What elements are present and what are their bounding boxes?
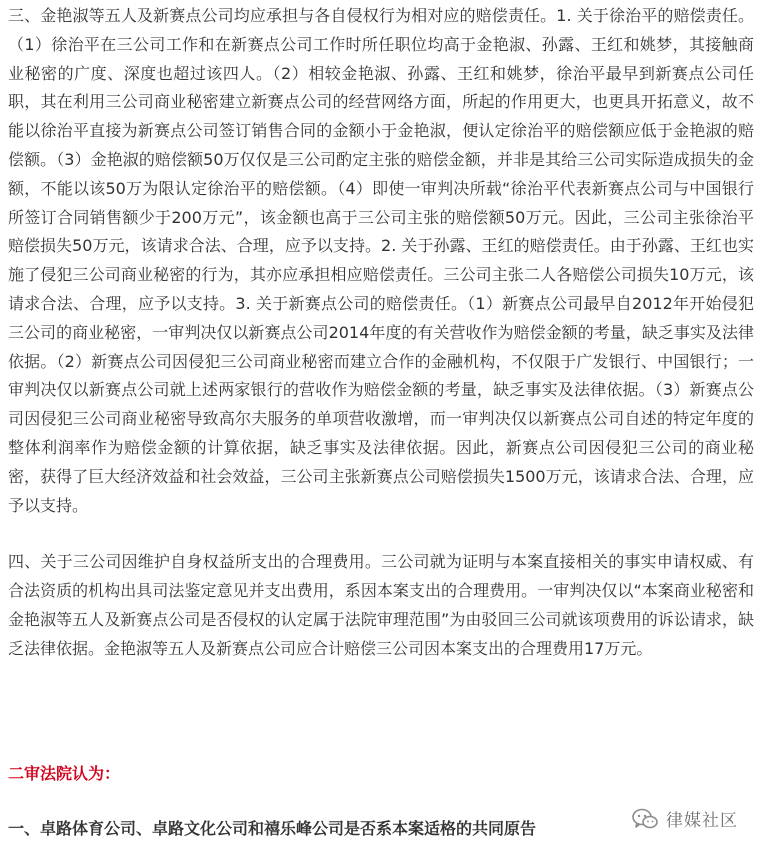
paragraph-section-three: 三、金艳淑等五人及新赛点公司均应承担与各自侵权行为相对应的赔偿责任。1. 关于徐治平的赔偿责任。（1）徐治平在三公司工作和在新赛点公司工作时所任职位均高于金艳淑、孙露、王红和姚梦，其接触商业秘密的广度、深度也超过该四人。（2）相较金艳淑、孙露、王红和姚梦，徐治平最早到新赛点公司任职，其在利用三公司商业秘密建立新赛点公司的经营网络方面，所起的作用更大，也更具开拓意义，故不能以徐治平直接为新赛点公司签订销售合同的金额小于金艳淑，便认定徐治平的赔偿额应低于金艳淑的赔偿额。（3）金艳淑的赔偿额50万仅仅是三公司酌定主张的赔偿金额，并非是其给三公司实际造成损失的金额，不能以该50万为限认定徐治平的赔偿额。（4）即使一审判决所载“徐治平代表新赛点公司与中国银行所签订合同销售额少于200万元”，该金额也高于三公司主张的赔偿额50万元。因此，三公司主张徐治平赔偿损失50万元，该请求合法、合理，应予以支持。2. 关于孙露、王红的赔偿责任。由于孙露、王红也实施了侵犯三公司商业秘密的行为，其亦应承担相应赔偿责任。三公司主张二人各赔偿公司损失10万元，该请求合法、合理，应予以支持。3. 关于新赛点公司的赔偿责任。（1）新赛点公司最早自2012年开始侵犯三公司的商业秘密，一审判决仅以新赛点公司2014年度的有关营收作为赔偿金额的考量，缺乏事实及法律依据。（2）新赛点公司因侵犯三公司商业秘密而建立合作的金融机构，不仅限于广发银行、中国银行；一审判决仅以新赛点公司就上述两家银行的营收作为赔偿金额的考量，缺乏事实及法律依据。（3）新赛点公司因侵犯三公司商业秘密导致高尔夫服务的单项营收激增，而一审判决仅以新赛点公司自述的特定年度的整体利润率作为赔偿金额的计算依据，缺乏事实及法律依据。因此，新赛点公司因侵犯三公司的商业秘密，获得了巨大经济效益和社会效益，三公司主张新赛点公司赔偿损失1500万元，该请求合法、合理，应予以支持。 [8,6,754,515]
watermark [632,806,738,831]
wechat-icon [632,808,658,830]
section-heading-one: 一、卓路体育公司、卓路文化公司和禧乐峰公司是否系本案适格的共同原告 [8,819,537,838]
watermark-text: 律媒社区 [666,811,738,831]
paragraph-section-four: 四、关于三公司因维护自身权益所支出的合理费用。三公司就为证明与本案直接相关的事实申请权威、有合法资质的机构出具司法鉴定意见并支出费用，系因本案支出的合理费用。一审判决仅以“本案商业秘密和金艳淑等五人及新赛点公司是否侵权的认定属于法院审理范围”为由驳回三公司就该项费用的诉讼请求，缺乏法律依据。金艳淑等五人及新赛点公司应合计赔偿三公司因本案支出的合理费用17万元。 [8,552,754,658]
article-body [8,0,754,664]
court-opinion-heading: 二审法院认为： [8,764,121,783]
